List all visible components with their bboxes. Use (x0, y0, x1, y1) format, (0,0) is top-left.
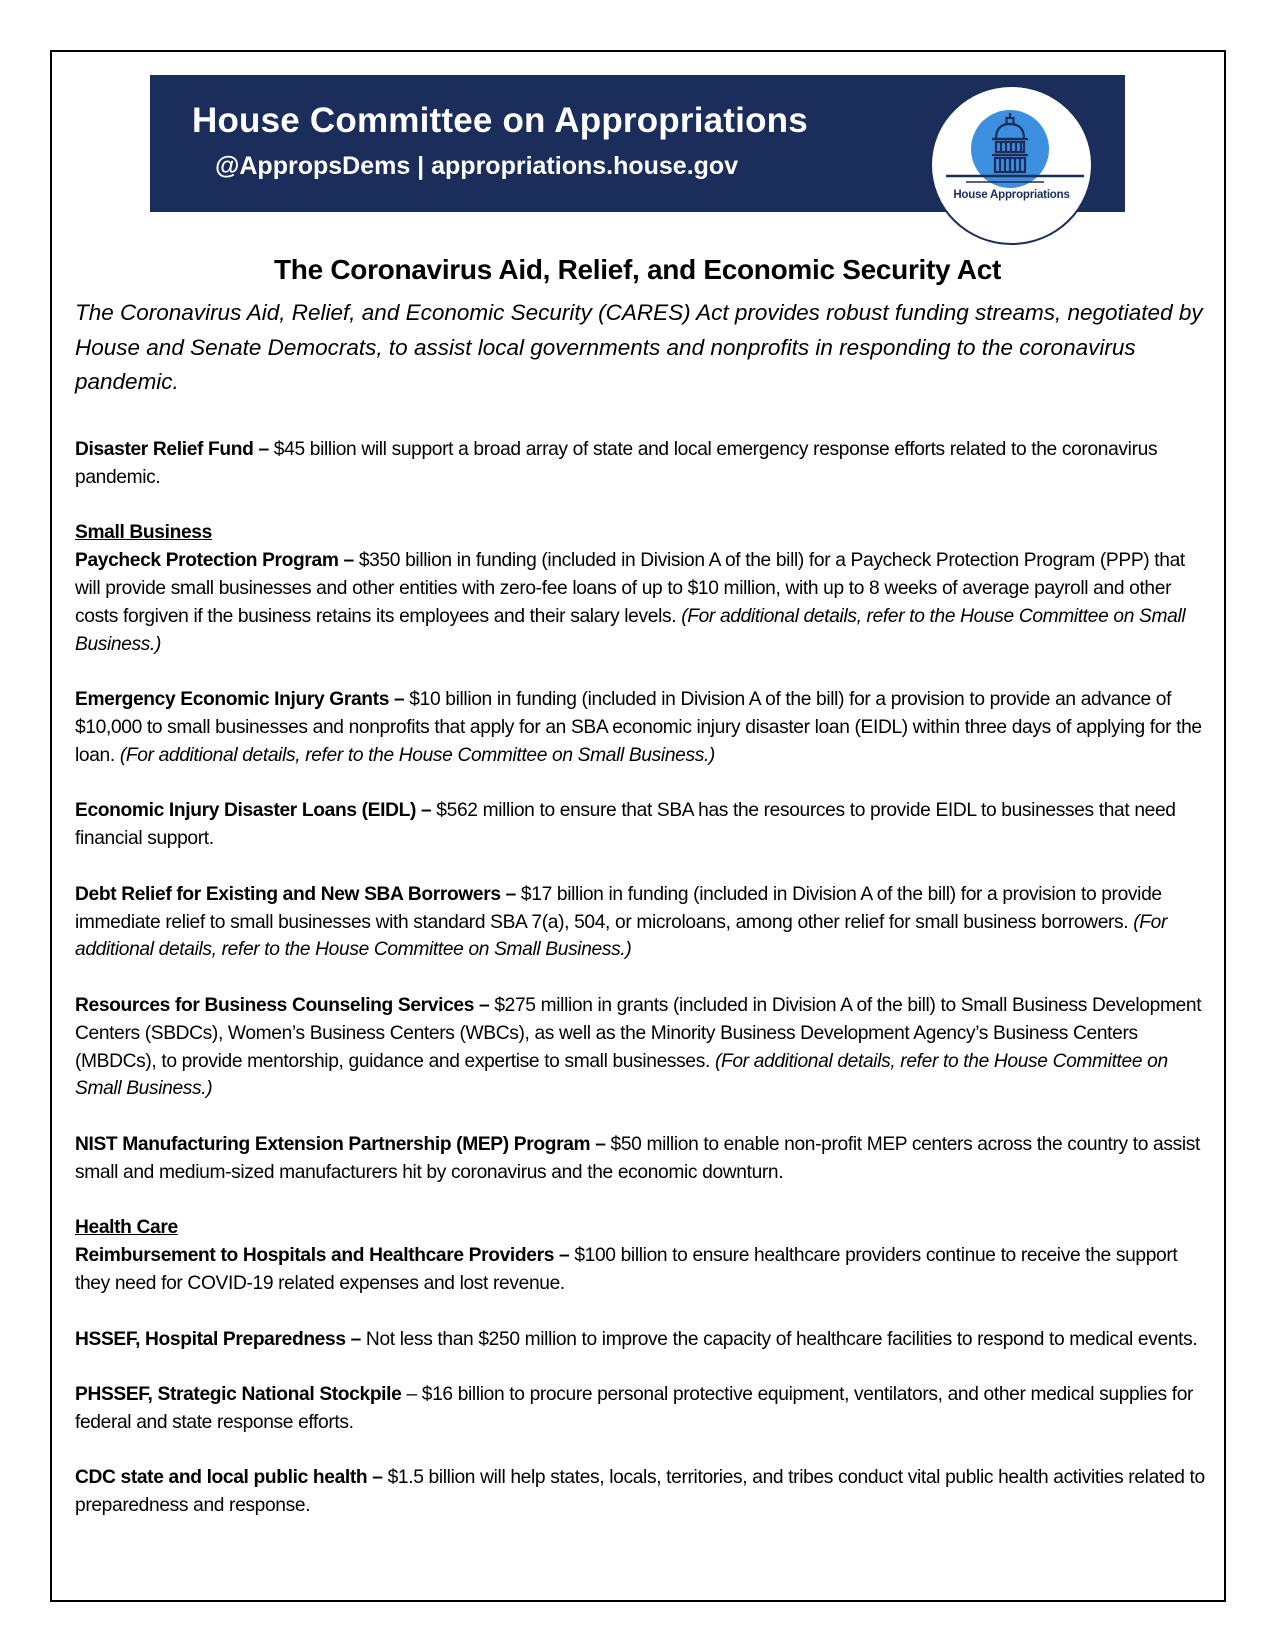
item-text: $275 million in grants (included in Division A of the bill) to Small Business Development Centers (SBDCs), Women’s Business Centers (WBCs), as well as the Minority Business Development Agency’s Business Centers (MBDCs), to provide mentorship, guidance and expertise to small businesses. (75, 994, 1202, 1072)
banner-title: House Committee on Appropriations (192, 101, 808, 140)
section-heading: Small Business (75, 522, 212, 544)
funding-item (75, 1326, 1210, 1354)
item-text: $100 billion to ensure healthcare providers continue to receive the support they need for COVID-19 related expenses and lost revenue. (75, 1245, 1178, 1294)
item-note: (For additional details, refer to the House Committee on Small Business.) (75, 911, 1168, 961)
funding-item (75, 1131, 1210, 1187)
logo-caption: House Appropriations (953, 189, 1070, 201)
funding-item-disaster-relief (75, 436, 1210, 492)
funding-item (75, 1381, 1210, 1437)
item-text: $10 billion in funding (included in Division A of the bill) for a provision to provide an advance of $10,000 to small businesses and nonprofits that apply for an SBA economic injury disaster loan (EIDL) within three days of applying for the loan. (75, 689, 1202, 766)
document-body (75, 436, 1210, 1548)
item-text: $1.5 billion will help states, locals, territories, and tribes conduct vital public health activities related to preparedness and response. (75, 1467, 1205, 1517)
item-heading: Debt Relief for Existing and New SBA Borrowers – (75, 883, 516, 905)
item-note: (For additional details, refer to the House Committee on Small Business.) (75, 605, 1186, 655)
banner-subtitle: @AppropsDems | appropriations.house.gov (215, 152, 739, 180)
section-small-business (75, 519, 1210, 1186)
item-heading: Disaster Relief Fund – (75, 439, 269, 460)
item-heading: Emergency Economic Injury Grants – (75, 689, 405, 711)
item-heading: NIST Manufacturing Extension Partnership (MEP) Program – (75, 1133, 606, 1155)
item-heading: Resources for Business Counseling Services – (75, 994, 490, 1016)
item-heading: Reimbursement to Hospitals and Healthcare Providers – (75, 1245, 570, 1267)
item-text: Not less than $250 million to improve the capacity of healthcare facilities to respond to medical events. (360, 1328, 1198, 1350)
item-text: $17 billion in funding (included in Division A of the bill) for a provision to provide immediate relief to small businesses with standard SBA 7(a), 504, or microloans, among other relief for small business borrowers. (75, 883, 1162, 933)
item-heading: HSSEF, Hospital Preparedness – (75, 1328, 361, 1350)
document-intro: The Coronavirus Aid, Relief, and Economic Security (CARES) Act provides robust funding streams, negotiated by House and Senate Democrats, to assist local governments and nonprofits in responding to the coronavirus pandemic. (75, 300, 1203, 394)
item-text: $45 billion will support a broad array of state and local emergency response efforts related to the coronavirus pandemic. (75, 439, 1158, 488)
funding-item (75, 547, 1210, 658)
funding-item (75, 1242, 1210, 1298)
item-heading: Paycheck Protection Program – (75, 550, 354, 572)
item-heading: CDC state and local public health – (75, 1467, 383, 1489)
house-appropriations-logo (930, 85, 1093, 245)
item-note: (For additional details, refer to the House Committee on Small Business.) (119, 744, 715, 766)
funding-item (75, 881, 1210, 964)
section-heading: Health Care (75, 1217, 178, 1239)
capitol-dome-icon (932, 87, 1091, 243)
funding-item (75, 797, 1210, 853)
item-note: (For additional details, refer to the House Committee on Small Business.) (75, 1050, 1168, 1100)
funding-item (75, 992, 1210, 1103)
item-heading: Economic Injury Disaster Loans (EIDL) – (75, 800, 432, 822)
item-text: – $16 billion to procure personal protective equipment, ventilators, and other medical supplies for federal and state response efforts. (75, 1384, 1194, 1433)
item-heading: PHSSEF, Strategic National Stockpile (75, 1384, 402, 1406)
funding-item (75, 686, 1210, 769)
item-text: $350 billion in funding (included in Division A of the bill) for a Paycheck Protection Program (PPP) that will provide small businesses and other entities with zero-fee loans of up to $10 million, with up to 8 weeks of average payroll and other costs forgiven if the business retains its employees and their salary levels. (75, 550, 1185, 627)
funding-item (75, 1464, 1210, 1520)
item-text: $562 million to ensure that SBA has the resources to provide EIDL to businesses that need financial support. (75, 800, 1176, 850)
item-text: $50 million to enable non-profit MEP centers across the country to assist small and medium-sized manufacturers hit by coronavirus and the economic downturn. (75, 1133, 1200, 1183)
section-health-care (75, 1214, 1210, 1520)
document-title: The Coronavirus Aid, Relief, and Economic Security Act (274, 254, 1001, 285)
